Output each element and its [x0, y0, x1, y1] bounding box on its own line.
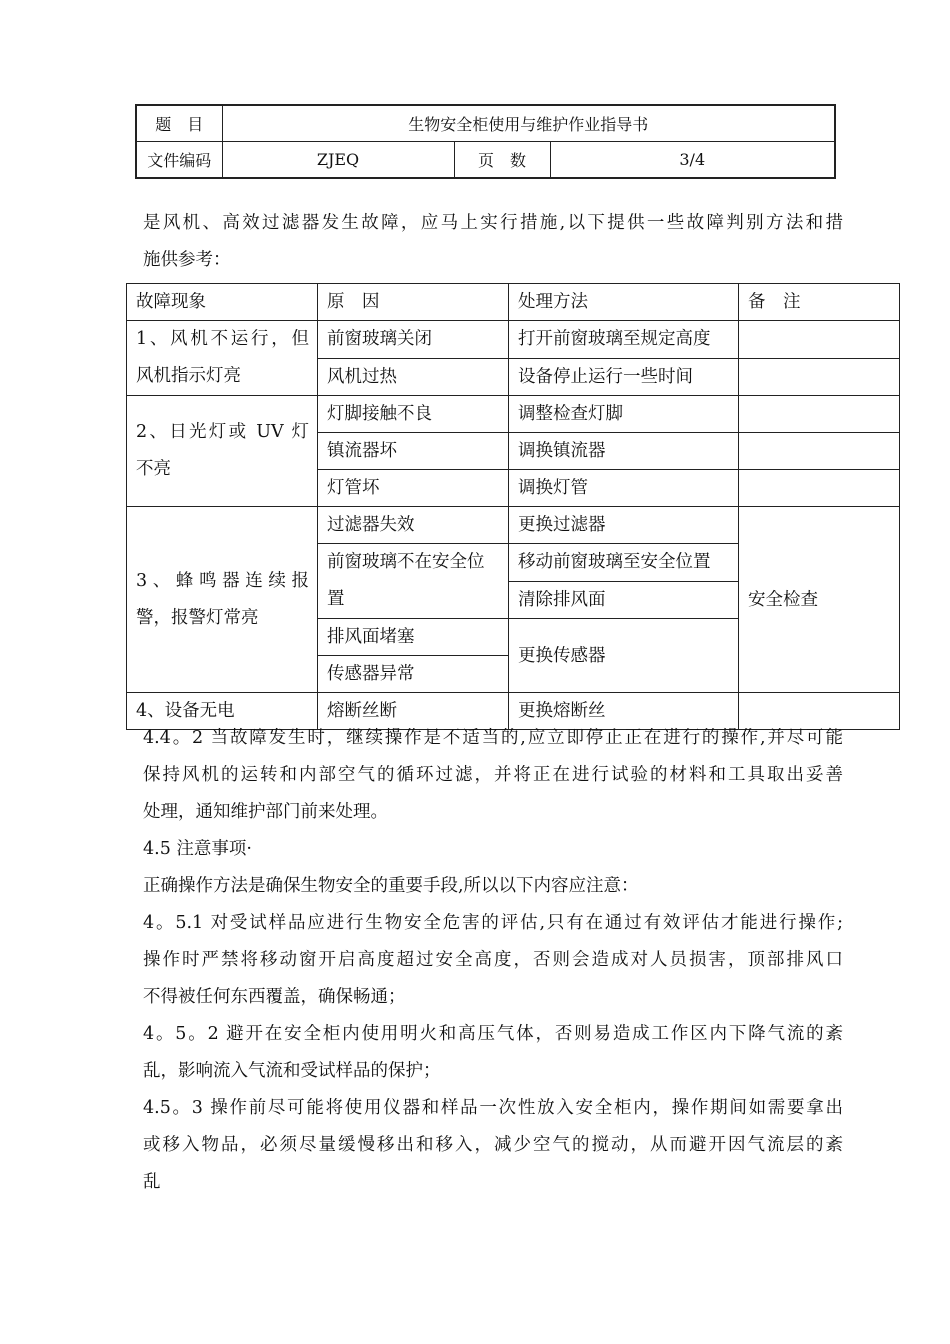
code-value: ZJEQ [222, 142, 454, 179]
page-label: 页 数 [454, 142, 550, 179]
method-cell: 更换熔断丝 [509, 693, 739, 730]
method-cell: 设备停止运行一些时间 [509, 358, 739, 396]
cause-cell: 排风面堵塞 [318, 619, 509, 656]
cause-cell: 灯管坏 [318, 470, 509, 507]
cause-cell: 传感器异常 [318, 656, 509, 693]
method-cell: 清除排风面 [509, 581, 739, 619]
method-cell: 调换镇流器 [509, 433, 739, 470]
remark-cell: 安全检查 [739, 507, 900, 693]
header-row-code [136, 142, 835, 179]
title-label: 题 目 [136, 105, 222, 142]
paragraph-line: 不得被任何东西覆盖，确保畅通； [143, 987, 406, 1007]
symptom-line: 2、日光灯或 UV 灯 [136, 422, 309, 442]
cause-line: 置 [327, 589, 345, 609]
remark-cell [739, 433, 900, 470]
remark-cell [739, 358, 900, 396]
document-header-table [135, 104, 836, 179]
method-cell: 更换传感器 [509, 619, 739, 693]
section-heading: 4.5 注意事项· [143, 839, 252, 859]
paragraph-line: 4.4。2 当故障发生时，继续操作是不适当的,应立即停止正在进行的操作,并尽可能 [143, 728, 843, 748]
remark-cell [739, 470, 900, 507]
symptom-line: 风机指示灯亮 [136, 366, 241, 386]
cause-line: 前窗玻璃不在安全位 [327, 552, 485, 572]
paragraph-line: 保持风机的运转和内部空气的循环过滤，并将正在进行试验的材料和工具取出妥善 [143, 765, 843, 785]
intro-line: 是风机、高效过滤器发生故障，应马上实行措施,以下提供一些故障判别方法和措 [143, 213, 843, 233]
header-row-title [136, 105, 835, 142]
cause-cell: 熔断丝断 [318, 693, 509, 730]
header-method: 处理方法 [509, 284, 739, 321]
cause-cell: 镇流器坏 [318, 433, 509, 470]
symptom-line: 不亮 [136, 459, 171, 479]
body-text [143, 720, 843, 1201]
remark-cell [739, 396, 900, 433]
table-header-row [127, 284, 900, 321]
table-row [127, 396, 900, 433]
title-value: 生物安全柜使用与维护作业指导书 [222, 105, 835, 142]
table-row [127, 321, 900, 359]
method-cell: 调整检查灯脚 [509, 396, 739, 433]
paragraph-line: 乱，影响流入气流和受试样品的保护； [143, 1061, 441, 1081]
paragraph-line: 4。5.1 对受试样品应进行生物安全危害的评估,只有在通过有效评估才能进行操作; [143, 913, 843, 933]
header-symptom: 故障现象 [127, 284, 318, 321]
paragraph-line: 处理，通知维护部门前来处理。 [143, 802, 388, 822]
cause-cell: 灯脚接触不良 [318, 396, 509, 433]
paragraph-line: 4.5。3 操作前尽可能将使用仪器和样品一次性放入安全柜内，操作期间如需要拿出 [143, 1098, 843, 1118]
method-cell: 调换灯管 [509, 470, 739, 507]
paragraph-line: 乱 [143, 1172, 161, 1192]
header-cause: 原 因 [318, 284, 509, 321]
symptom-line: 3、蜂鸣器连续报 [136, 570, 309, 591]
intro-line: 施供参考： [143, 250, 231, 270]
method-cell: 打开前窗玻璃至规定高度 [509, 321, 739, 359]
header-remark: 备 注 [739, 284, 900, 321]
paragraph-line: 4。5。2 避开在安全柜内使用明火和高压气体，否则易造成工作区内下降气流的紊 [143, 1024, 843, 1044]
symptom-line: 警，报警灯常亮 [136, 607, 259, 628]
symptom-line: 1、风机不运行，但 [136, 329, 309, 349]
code-label: 文件编码 [136, 142, 222, 179]
cause-cell: 风机过热 [318, 358, 509, 396]
paragraph-line: 或移入物品，必须尽量缓慢移出和移入，减少空气的搅动，从而避开因气流层的紊 [143, 1135, 843, 1155]
symptom-cell [127, 396, 318, 507]
paragraph-line: 正确操作方法是确保生物安全的重要手段,所以以下内容应注意： [143, 876, 639, 896]
intro-paragraph [143, 205, 843, 279]
fault-table [126, 283, 900, 730]
symptom-cell: 4、设备无电 [127, 693, 318, 730]
symptom-cell [127, 321, 318, 396]
cause-cell: 前窗玻璃关闭 [318, 321, 509, 359]
page-value: 3/4 [550, 142, 835, 179]
table-row [127, 507, 900, 544]
method-cell: 移动前窗玻璃至安全位置 [509, 544, 739, 582]
cause-cell: 过滤器失效 [318, 507, 509, 544]
method-cell: 更换过滤器 [509, 507, 739, 544]
paragraph-line: 操作时严禁将移动窗开启高度超过安全高度，否则会造成对人员损害，顶部排风口 [143, 950, 843, 970]
cause-cell [318, 544, 509, 619]
remark-cell [739, 321, 900, 359]
symptom-cell [127, 507, 318, 693]
